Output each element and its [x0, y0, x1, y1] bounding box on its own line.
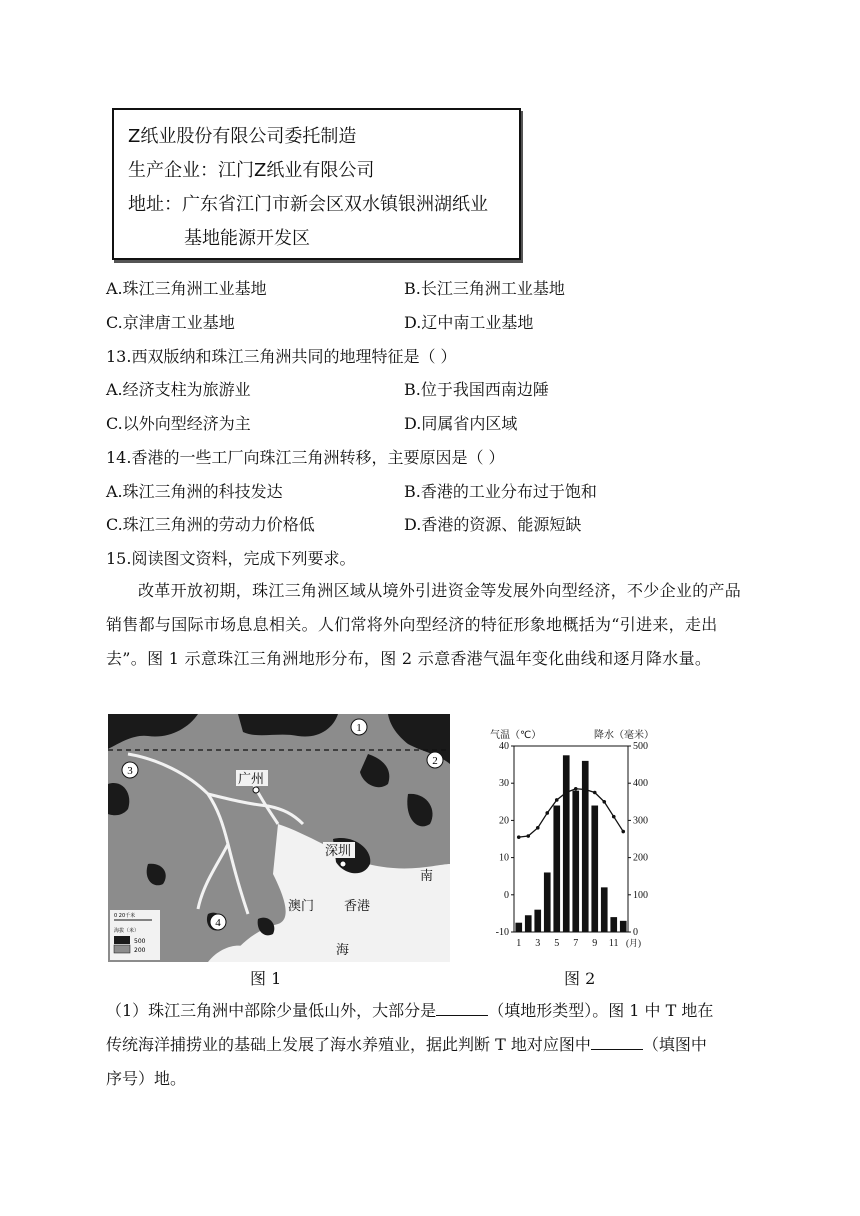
left-tick-label: 40 [499, 741, 509, 752]
temperature-point [574, 787, 578, 791]
map-label-shenzhen: 深圳 [325, 844, 352, 859]
x-tick-label: 1 [516, 938, 522, 949]
map-marker-3: 3 [127, 765, 133, 777]
temperature-point [621, 830, 625, 834]
q15-paragraph: 改革开放初期，珠江三角洲区域从境外引进资金等发展外向型经济，不少企业的产品销售都与国际市场息息相关。人们常将外向型经济的特征形象地概括为“引进来，走出去”。图 1 示意珠江三角洲地形分布，图 2 示意香港气温年变化曲线和逐月降水量。 [106, 581, 742, 668]
temperature-point [555, 798, 559, 802]
q14-option-b: B.香港的工业分布过于饱和 [404, 482, 597, 501]
q13-stem: 13.西双版纳和珠江三角洲共同的地理特征是（ ） [106, 347, 457, 366]
figure-2-climate-chart [486, 726, 670, 956]
left-tick-label: 30 [499, 778, 509, 790]
x-tick-label: 9 [592, 938, 598, 949]
temperature-point [583, 788, 587, 792]
q13-option-c: C.以外向型经济为主 [106, 414, 251, 433]
label-line-3: 地址：广东省江门市新会区双水镇银洲湖纸业 [128, 194, 488, 215]
x-tick-label: 7 [573, 938, 579, 949]
map-marker-2: 2 [432, 755, 438, 767]
q12-option-d: D.辽中南工业基地 [404, 313, 534, 332]
answer-blank-1[interactable] [436, 1001, 488, 1016]
q12-option-b: B.长江三角洲工业基地 [404, 279, 565, 298]
temperature-point [545, 811, 549, 815]
temperature-point [593, 791, 597, 795]
precip-bar [553, 806, 560, 932]
precip-bar [610, 917, 617, 932]
right-tick-label: 200 [633, 852, 648, 864]
temperature-point [536, 826, 540, 830]
q14-option-a: A.珠江三角洲的科技发达 [106, 482, 283, 501]
map-label-nan: 南 [420, 869, 434, 884]
answer-blank-2[interactable] [591, 1035, 643, 1050]
map-label-hai: 海 [336, 943, 350, 958]
x-tick-label: 5 [554, 938, 560, 949]
label-line-1: Z纸业股份有限公司委托制造 [128, 126, 357, 147]
map-legend-500: 500 [134, 938, 146, 945]
chart-left-title: 气温（℃） [490, 730, 542, 741]
temperature-point [602, 800, 606, 804]
precip-bar [591, 806, 598, 932]
x-unit-label: (月) [626, 938, 641, 948]
x-tick-label: 3 [535, 938, 541, 949]
figure-2-caption: 图 2 [564, 969, 596, 988]
q15-sub1-text-e: 序号）地。 [106, 1069, 187, 1088]
map-scale: 0 20千米 [114, 913, 136, 919]
left-tick-label: 20 [499, 815, 509, 827]
map-label-hongkong: 香港 [344, 899, 371, 914]
map-marker-1: 1 [356, 722, 362, 734]
right-tick-label: 100 [633, 889, 648, 901]
q14-stem: 14.香港的一些工厂向珠江三角洲转移，主要原因是（ ） [106, 448, 505, 467]
left-tick-label: 0 [504, 889, 509, 901]
chart-right-title: 降水（毫米） [594, 730, 654, 741]
x-tick-label: 11 [608, 938, 619, 949]
q15-stem: 15.阅读图文资料，完成下列要求。 [106, 549, 356, 568]
q15-sub1-text-b: （填地形类型）。图 1 中 T 地在 [488, 1001, 714, 1020]
temperature-line [519, 789, 624, 837]
product-label-box [112, 108, 521, 260]
precip-bar [544, 872, 551, 932]
right-tick-label: 300 [633, 815, 648, 827]
q12-option-a: A.珠江三角洲工业基地 [106, 279, 267, 298]
left-tick-label: -10 [495, 927, 509, 938]
label-line-4: 基地能源开发区 [184, 228, 310, 249]
temperature-point [517, 835, 521, 839]
q15-sub1-line2 [106, 1032, 707, 1055]
q13-option-d: D.同属省内区域 [404, 414, 518, 433]
right-tick-label: 500 [633, 741, 648, 752]
q13-option-a: A.经济支柱为旅游业 [106, 380, 251, 399]
q15-sub1-text-a: （1）珠江三角洲中部除少量低山外，大部分是 [106, 1001, 437, 1020]
map-legend-200: 200 [134, 947, 146, 954]
q15-sub1-text-c: 传统海洋捕捞业的基础上发展了海水养殖业，据此判断 T 地对应图中 [106, 1035, 591, 1054]
q14-option-d: D.香港的资源、能源短缺 [404, 515, 582, 534]
figure-1-map [108, 714, 450, 962]
chart-plot-frame [514, 746, 628, 932]
q14-option-c: C.珠江三角洲的劳动力价格低 [106, 515, 315, 534]
q13-option-b: B.位于我国西南边陲 [404, 380, 549, 399]
precip-bar [515, 923, 522, 932]
precip-bar [563, 755, 570, 932]
precip-bar [572, 791, 579, 932]
label-line-2: 生产企业：江门Z纸业有限公司 [128, 160, 375, 181]
right-tick-label: 0 [633, 927, 638, 938]
q15-sub1-line1 [106, 998, 713, 1021]
precip-bar [601, 887, 608, 932]
map-marker-4: 4 [215, 917, 221, 929]
left-tick-label: 10 [499, 852, 509, 864]
q12-option-c: C.京津唐工业基地 [106, 313, 235, 332]
temperature-point [612, 815, 616, 819]
map-label-guangzhou: 广州 [238, 772, 265, 787]
figure-1-caption: 图 1 [250, 969, 282, 988]
temperature-point [564, 791, 568, 795]
right-tick-label: 400 [633, 778, 648, 790]
precip-bar [620, 921, 627, 932]
precip-bar [582, 761, 589, 932]
map-label-macau: 澳门 [288, 899, 315, 914]
temperature-point [526, 834, 530, 838]
map-legend-title: 海拔（米） [114, 928, 140, 934]
precip-bar [525, 915, 532, 932]
q15-sub1-text-d: （填图中 [642, 1035, 707, 1054]
precip-bar [534, 910, 541, 932]
